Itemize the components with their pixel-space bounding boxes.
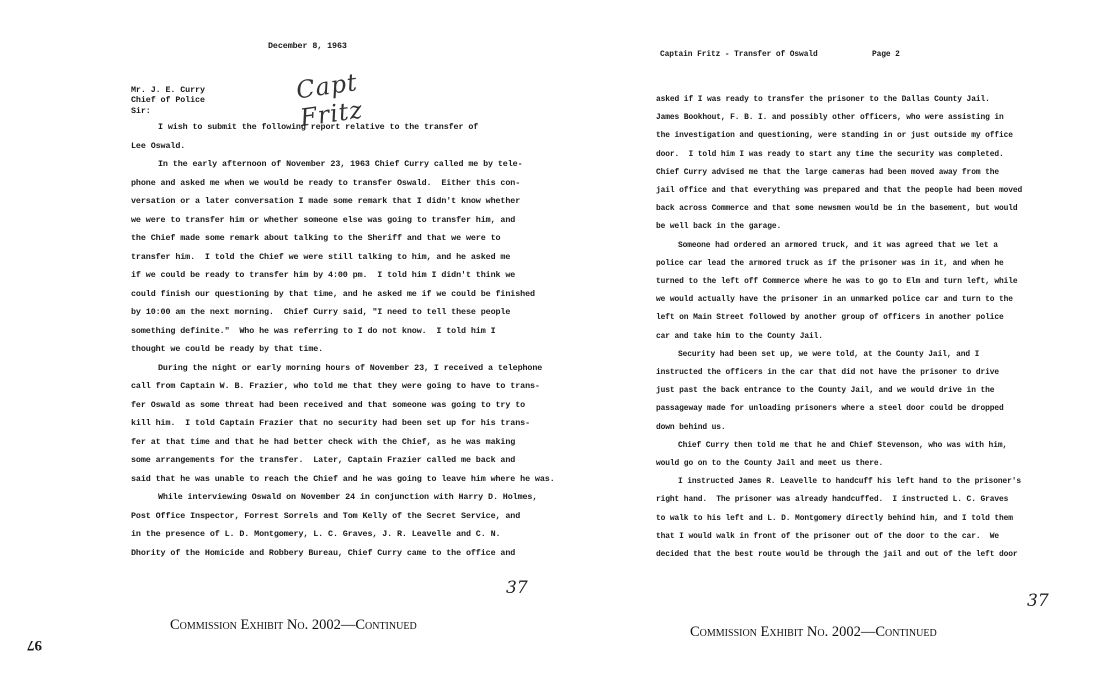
text-line: passageway made for unloading prisoners where a steel door could be dropped [656,404,1004,414]
text-line: right hand. The prisoner was already handcuffed. I instructed L. C. Graves [656,495,1009,505]
salutation: Sir: [131,106,151,116]
text-line: kill him. I told Captain Frazier that no security had been set up for his trans- [131,418,530,428]
text-line: if we could be ready to transfer him by 4:00 pm. I told him I didn't think we [131,270,516,280]
text-line: versation or a later conversation I made some remark that I didn't know whether [131,196,521,206]
text-line: Dhority of the Homicide and Robbery Bureau, Chief Curry came to the office and [131,547,516,558]
text-line: by 10:00 am the next morning. Chief Curry said, "I need to tell these people [131,307,511,317]
text-line: fer at that time and that he had better check with the Chief, as he was making [131,436,516,447]
text-line: just past the back entrance to the County Jail, and we would drive in the [656,386,995,396]
text-line: we were to transfer him or whether someone else was going to transfer him, and [131,214,516,225]
text-line: that I would walk in front of the prisoner out of the door to the car. We [656,531,1000,541]
text-line: James Bookhout, F. B. I. and possibly other officers, who were assisting in [656,113,1004,123]
page-label: Page 2 [872,50,900,59]
text-line: to walk to his left and L. D. Montgomery directly behind him, and I told them [656,513,1013,523]
text-line: jail office and that everything was prepared and that the people had been moved [656,186,1023,195]
text-line: police car lead the armored truck as if the prisoner was in it, and when he [656,258,1004,268]
text-line: During the night or early morning hours of November 23, I received a telephone [158,362,543,373]
text-line: we would actually have the prisoner in an unmarked police car and turn to the [656,295,1013,305]
text-line: Chief Curry advised me that the large cameras had been moved away from the [656,167,1000,177]
addressee-title: Chief of Police [131,95,205,105]
text-line: the investigation and questioning, were standing in or just outside my office [656,131,1013,141]
handwritten-signature: Capt Fritz [294,68,365,133]
text-line: Post Office Inspector, Forrest Sorrels and Tom Kelly of the Secret Service, and [131,510,521,521]
text-line: phone and asked me when we would be ready to transfer Oswald. Either this con- [131,177,521,188]
volume-page-number: 97 [27,637,42,653]
exhibit-caption: Commission Exhibit No. 2002—Continued [170,617,417,633]
exhibit-caption: Commission Exhibit No. 2002—Continued [690,624,937,640]
text-line: While interviewing Oswald on November 24 in conjunction with Harry D. Holmes, [158,492,538,502]
text-line: fer Oswald as some threat had been received and that someone was going to try to [131,399,526,410]
text-line: Someone had ordered an armored truck, and it was agreed that we let a [678,240,998,250]
text-line: call from Captain W. B. Frazier, who told me that they were going to have to trans- [131,381,540,391]
text-line: asked if I was ready to transfer the prisoner to the Dallas County Jail. [656,95,990,104]
text-line: could finish our questioning by that time, and he asked me if we could be finished [131,288,535,299]
text-line: the Chief made some remark about talking to the Sheriff and that we were to [131,233,501,243]
letter-date: December 8, 1963 [268,41,347,51]
text-line: decided that the best route would be through the jail and out of the left door [656,550,1018,559]
text-line: some arrangements for the transfer. Later, Captain Frazier called me back and [131,455,516,465]
text-line: something definite." Who he was referring to I do not know. I told him I [131,325,496,336]
page-header: Captain Fritz - Transfer of Oswald [660,50,818,59]
text-line: door. I told him I was ready to start any time the security was completed. [656,149,1004,159]
text-line: be well back in the garage. [656,222,782,232]
text-line: left on Main Street followed by another group of officers in another police [656,313,1004,323]
text-line: thought we could be ready by that time. [131,344,324,354]
addressee-name: Mr. J. E. Curry [131,85,205,95]
text-line: Chief Curry then told me that he and Chief Stevenson, who was with him, [678,440,1008,450]
text-line: would go on to the County Jail and meet us there. [656,459,884,468]
text-line: instructed the officers in the car that did not have the prisoner to drive [656,368,1000,377]
text-line: Security had been set up, we were told, at the County Jail, and I [678,349,980,359]
handwritten-page-number: 37 [1027,591,1049,611]
text-line: in the presence of L. D. Montgomery, L. C. Graves, J. R. Leavelle and C. N. [131,529,501,539]
handwritten-page-number: 37 [506,578,528,598]
text-line: back across Commerce and that some newsmen would be in the basement, but would [656,204,1018,214]
text-line: down behind us. [656,422,726,432]
text-line: turned to the left off Commerce where he was to go to Elm and turn left, while [656,277,1018,286]
text-line: car and take him to the County Jail. [656,331,823,341]
text-line: transfer him. I told the Chief we were still talking to him, and he asked me [131,251,511,262]
text-line: I wish to submit the following report relative to the transfer of [158,122,479,132]
text-line: In the early afternoon of November 23, 1963 Chief Curry called me by tele- [158,159,523,169]
text-line: said that he was unable to reach the Chief and he was going to leave him where he was. [131,473,555,484]
text-line: I instructed James R. Leavelle to handcuff his left hand to the prisoner's [678,477,1022,487]
text-line: Lee Oswald. [131,140,186,151]
